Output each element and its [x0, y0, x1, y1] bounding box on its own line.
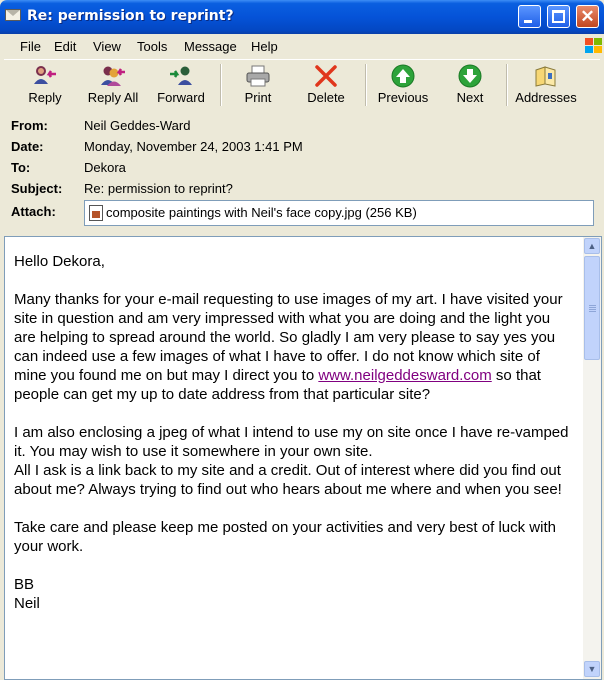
envelope-icon [5, 9, 21, 21]
toolbar-separator [220, 64, 222, 106]
grip-line [589, 311, 596, 312]
from-label: From: [11, 118, 48, 133]
arrow-down-icon [457, 64, 483, 88]
subject-value: Re: permission to reprint? [84, 181, 233, 196]
message-headers [4, 111, 600, 235]
vertical-scrollbar[interactable] [583, 237, 601, 679]
arrow-up-icon [390, 64, 416, 88]
toolbar-separator [506, 64, 508, 106]
reply-all-icon [100, 64, 126, 88]
next-button[interactable]: Next [440, 62, 500, 108]
menu-bar [4, 34, 600, 58]
delete-button[interactable]: Delete [298, 62, 354, 108]
paragraph-3: Take care and please keep me posted on your activities and very best of luck with your work. [14, 519, 556, 555]
signature-line-2: Neil [14, 595, 40, 612]
toolbar [4, 59, 600, 112]
menu-file[interactable]: File [20, 39, 41, 54]
window-title: Re: permission to reprint? [27, 8, 234, 24]
title-bar[interactable] [0, 0, 604, 34]
attachment-filename[interactable]: composite paintings with Neil's face copy.jpg (256 KB) [106, 205, 417, 220]
to-label: To: [11, 160, 31, 175]
toolbar-separator [365, 64, 367, 106]
grip-line [589, 309, 596, 310]
attach-label: Attach: [11, 204, 56, 219]
menu-help[interactable]: Help [251, 39, 278, 54]
close-icon: ✕ [580, 7, 595, 26]
signature [14, 575, 572, 613]
close-button[interactable] [576, 5, 599, 28]
menu-edit[interactable]: Edit [54, 39, 77, 54]
chevron-down-icon: ▼ [587, 664, 597, 674]
reply-all-button[interactable]: Reply All [82, 62, 144, 108]
attachment-field[interactable] [84, 200, 594, 226]
signature-line-1: BB [14, 576, 35, 593]
menu-tools[interactable]: Tools [137, 39, 168, 54]
website-link[interactable]: www.neilgeddesward.com [318, 367, 492, 384]
reply-button[interactable]: Reply [10, 62, 80, 108]
chevron-up-icon: ▲ [587, 241, 597, 251]
maximize-button[interactable] [547, 5, 570, 28]
message-text [14, 252, 572, 632]
menu-view[interactable]: View [93, 39, 121, 54]
greeting: Hello Dekora, [14, 253, 105, 270]
scroll-up-button[interactable] [584, 238, 600, 254]
forward-icon [168, 64, 194, 88]
grip-line [589, 307, 596, 308]
paragraph-1 [14, 290, 572, 404]
reply-icon [32, 64, 58, 88]
menu-message[interactable]: Message [184, 39, 237, 54]
minimize-button[interactable] [518, 5, 541, 28]
print-button[interactable]: Print [230, 62, 286, 108]
to-value: Dekora [84, 160, 126, 175]
printer-icon [245, 64, 271, 88]
grip-line [589, 305, 596, 306]
maximize-icon [552, 10, 565, 23]
message-body[interactable] [4, 236, 602, 680]
scroll-thumb[interactable] [584, 256, 600, 360]
forward-button[interactable]: Forward [150, 62, 212, 108]
paragraph-2 [14, 423, 572, 499]
image-file-icon [89, 205, 103, 221]
previous-button[interactable]: Previous [370, 62, 436, 108]
paragraph-1-text-end: so that people can get my up to date address from that particular site? [14, 367, 541, 403]
delete-icon [313, 64, 339, 88]
paragraph-2-line-1: I am also enclosing a jpeg of what I intend to use my on site once I have re-vamped it. You may wish to use it somewhere in your own site. [14, 424, 569, 460]
address-book-icon [533, 64, 559, 88]
date-label: Date: [11, 139, 44, 154]
from-value: Neil Geddes-Ward [84, 118, 191, 133]
minimize-icon [524, 20, 532, 23]
windows-logo-icon [584, 37, 604, 55]
date-value: Monday, November 24, 2003 1:41 PM [84, 139, 303, 154]
paragraph-2-line-2: All I ask is a link back to my site and a credit. Out of interest where did you find out about me? Always trying to find out who hears about me where and when you see! [14, 462, 562, 498]
paragraph-1-text: Many thanks for your e-mail requesting to use images of my art. I have visited your site in question and am very impressed with what you are doing and the light you are helping to spread around the world. So gladly I am very please to say yes you can indeed use a few images of what I have to offer. I do not know which site of mine you found me on but may I direct you to [14, 291, 563, 384]
subject-label: Subject: [11, 181, 63, 196]
scroll-down-button[interactable] [584, 661, 600, 677]
addresses-button[interactable]: Addresses [510, 62, 582, 108]
